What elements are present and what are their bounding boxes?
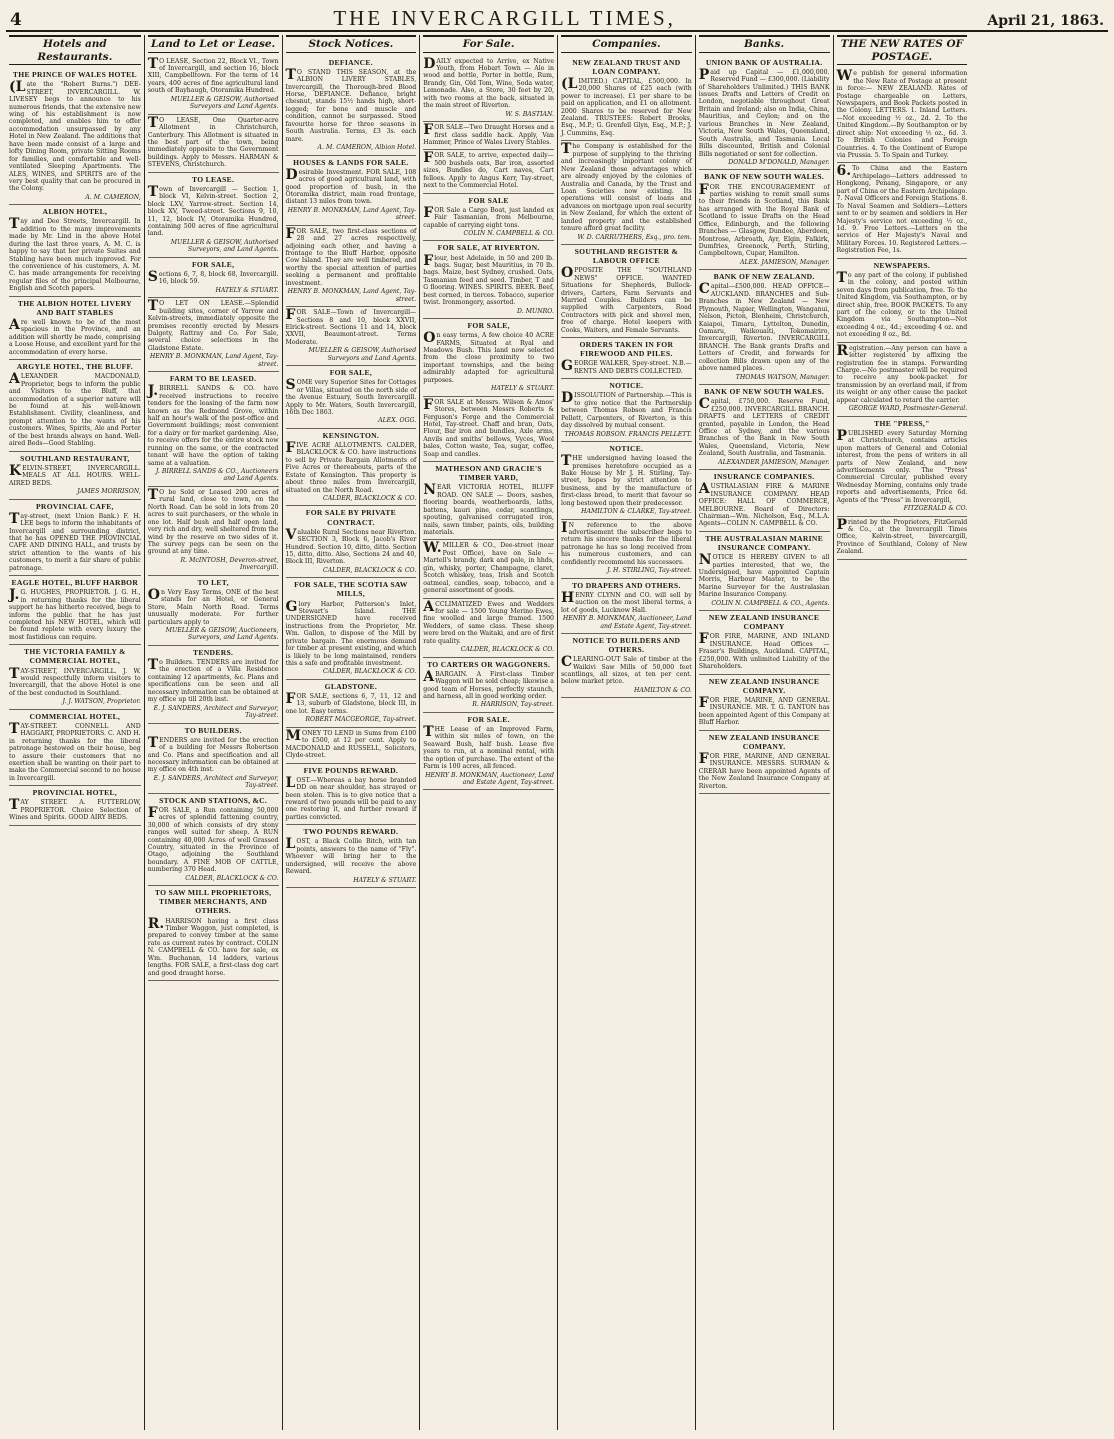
advertisement: [699, 731, 830, 794]
ad-heading: FOR SALE,: [329, 368, 373, 378]
ad-signature: MUELLER & GEISOW, Authorised Surveyors and Land Agents.: [170, 95, 279, 111]
ad-heading: SOUTHLAND RESTAURANT,: [20, 453, 130, 463]
ad-signature: E. J. SANDERS, Architect and Surveyor, Tay-street.: [153, 704, 279, 720]
ad-signature: J. J. WATSON, Proprietor.: [62, 698, 141, 706]
ad-body: TENDERS are invited for the erection of a building for Messrs Robertson and Co. Plans and specification and all necessary information can be obtained at my office on 4th inst.: [147, 734, 279, 774]
ad-body: FIVE ACRE ALLOTMENTS. CALDER, BLACKLOCK & CO. have instructions to sell by Private Bargain Allotments of Five Acres or thereabouts, parts of the Estate of Kensington. This property is about three miles from Invercargill, situated on the North Road.: [285, 439, 417, 494]
ad-body: FOR SALE, to arrive, expected daily—500 bushels oats, Bar iron, assorted sizes, Bundles do, Cart naves, Cart felloes. Apply to Angus Kerr, Tay-street, next to the Commercial Hotel.: [423, 150, 554, 190]
advertisement: [286, 825, 417, 888]
ad-body: FOR FIRE, MARINE, AND GENERAL INSURANCE. MR. T. G. TANTON has been appointed Agent of this Company at Bluff Harbor.: [698, 694, 830, 727]
advertisement: [286, 226, 417, 307]
ad-body: Registration.—Any person can have a letter registered by affixing the registration fee in stamps. Forwarding Charge.—No postmaster will be required to receive any book-packet for transmission by an overland mail, if from its weight or any other cause the packet appear calculated to retard the carrier.: [836, 342, 968, 404]
ad-body: We publish for general information the New Rate of Postage at present in force:— NEW ZEALAND. Rates of Postage chargeable on Letters, Newspapers, and Book Packets posted in the Colony. LETTERS. 1. Inland Letters.—Not exceeding ½ oz., 2d. 2. To the United Kingdom.—By Southampton or by direct ship: Not exceeding ½ oz., 6d. 3. To British Colonies and Foreign Countries. 4. To the Continent of Europe via Prussia. 5. To Spain and Turkey.: [836, 68, 968, 159]
advertisement: [423, 658, 554, 713]
advertisement: [148, 115, 279, 173]
ad-signature: HENRY B. MONKMAN, Land Agent, Tay-street.: [287, 206, 417, 222]
ad-heading: NOTICE.: [609, 381, 644, 391]
ad-signature: MUELLER & GEISOW, Auctioneers, Surveyors, and Land Agents.: [165, 627, 279, 642]
ad-heading: FOR SALE, AT RIVERTON.: [437, 243, 540, 253]
advertisement: [837, 517, 968, 560]
advertisement: [148, 487, 279, 576]
ad-signature: HENRY B. MONKMAN, Auctioneer, Land and Estate Agent, Tay-street.: [425, 771, 554, 787]
ad-body: To Builders. TENDERS are invited for the erection of a Villa Residence containing 12 apartments, &c. Plans and specifications can be seen and all necessary information can be obtained at my office up till 20th inst.: [147, 657, 279, 704]
ad-heading: NEW ZEALAND INSURANCE COMPANY.: [708, 676, 820, 695]
section-heading: For Sale.: [423, 35, 554, 53]
ad-body: TAY-STREET, INVERCARGILL. J. W. would respectfully inform visitors to Invercargill, that the above Hotel is one of the best conducted in Southland.: [9, 665, 141, 697]
ad-body: Paid up Capital — £1,000,000. Reserved Fund — £300,000. (Liability of Shareholders Unlimited.) THIS BANK issues Drafts and Letters of Credit on London, negotiable throughout Great Britain and Ireland; also on India, China, Mauritius, and Ceylon; and on the various Branches in New Zealand, Victoria, New South Wales, Queensland, South Australia, and Tasmania. Local Bills discounted, British and Colonial Bills negotiated or sent for collection.: [698, 66, 830, 158]
advertisement: [561, 634, 692, 698]
ad-body: MONEY TO LEND in Sums from £100 to £500, at 12 per cent. Apply to MACDONALD and RUSSELL, Solicitors, Clyde-street.: [285, 727, 417, 760]
ad-signature: J. BIRRELL SANDS & CO., Auctioneers and Land Agents.: [155, 468, 279, 483]
ad-body: AUSTRALASIAN FIRE & MARINE INSURANCE COMPANY. HEAD OFFICE: HALL OF COMMERCE, MELBOURNE. Board of Directors: Chairman—Wm. Nicholson, Esq., M.L.A. Agents—COLIN N. CAMPBELL & CO.: [698, 481, 830, 528]
advertisement: [9, 68, 141, 205]
ad-heading: FOR SALE: [468, 195, 509, 205]
advertisement: [286, 307, 417, 366]
ad-body: KELVIN-STREET, INVERCARGILL. MEALS AT ALL HOURS. WELL-AIRED BEDS.: [9, 462, 141, 487]
newspaper-title: THE INVERCARGILL TIMES,: [333, 6, 676, 30]
advertisement: [699, 675, 830, 731]
section-heading: Land to Let or Lease.: [148, 35, 279, 53]
advertisement: [9, 297, 141, 360]
ad-signature: THOMAS WATSON, Manager.: [735, 373, 830, 381]
ad-heading: BANK OF NEW ZEALAND.: [713, 272, 815, 282]
advertisement: [423, 462, 554, 540]
advertisement: [699, 170, 830, 270]
ad-heading: TO SAW MILL PROPRIETORS, TIMBER MERCHANTS, AND OTHERS.: [154, 888, 272, 916]
advertisement: [148, 298, 279, 372]
advertisement: [699, 611, 830, 674]
ad-heading: THE PRINCE OF WALES HOTEL: [12, 70, 137, 80]
advertisement: [9, 645, 141, 709]
ad-body: 6.To China and the Eastern Archipelago—Letters addressed to Hongkong, Penang, Singapore, or any part of China or the Eastern Archipelago. 7. Naval Officers and Foreign Stations. 8. To Naval Seamen and Soldiers—Letters sent to or by seamen and soldiers in Her Majesty's service not exceeding ½ oz., 1d. 9. Free Letters.—Letters on the service of Her Majesty's Naval and Military Forces. 10. Registered Letters.—Registration Fee, 1s.: [836, 163, 968, 255]
advertisement: [561, 442, 692, 520]
ad-heading: TO CARTERS OR WAGGONERS.: [427, 659, 551, 669]
advertisement: [837, 417, 968, 517]
advertisement: [286, 56, 417, 156]
ad-body: NOTICE IS HEREBY GIVEN to all parties interested, that we, the Undersigned, have appointed Captain Morris, Harbour Master, to be the Marine Surveyor for the Australasian Marine Insurance Company.: [698, 552, 830, 599]
ad-body: ALEXANDER MACDONALD, Proprietor, begs to inform the public and Visitors to the Bluff, that accommodation of a superior nature will be found at his well-known Establishment. Civility, cleanliness, and prompt attention to the wants of his customers. Wines, Spirits, Ale and Porter of the best brands always on hand. Well-aired Beds—Good Stabling.: [9, 371, 141, 448]
ad-body: To any part of the colony, if published in the colony, and posted within seven days from publication, free. To the United Kingdom, via Southampton, or by direct ship, free. BOOK PACKETS. To any part of the colony, or to the United Kingdom via Southampton—Not exceeding 4 oz., 4d.; exceeding 4 oz. and not exceeding 8 oz., 8d.: [836, 269, 968, 339]
advertisement: [423, 56, 554, 123]
ad-signature: HAMILTON & CO.: [634, 686, 692, 694]
advertisement: [286, 156, 417, 226]
ad-heading: BANK OF NEW SOUTH WALES.: [704, 172, 825, 182]
ad-heading: INSURANCE COMPANIES.: [713, 472, 815, 482]
ad-body: ACCLIMATIZED Ewes and Wedders for sale — 1500 Young Merino Ewes, fine woolled and large framed. 1500 Wedders, of same class. These sheep were bred on the Waitaki, and are of first rate quality.: [423, 598, 554, 645]
ad-heading: DEFIANCE.: [328, 57, 373, 67]
advertisement: [423, 319, 554, 397]
ad-signature: ALEX. JAMIESON, Manager.: [739, 258, 830, 266]
column-3: [282, 35, 420, 1430]
ad-signature: HENRY B. MONKMAN, Land Agent, Tay-street.: [287, 288, 417, 303]
advertisement: [9, 205, 141, 296]
ad-heading: TENDERS.: [193, 647, 234, 657]
advertisement: [286, 728, 417, 764]
ad-body: FOR FIRE, MARINE, AND INLAND INSURANCE. Head Offices — Fraser's Buildings, Auckland. CAPITAL, £250,000. With unlimited Liability of the Shareholders.: [698, 631, 830, 671]
ad-body: THE Lease of an Improved Farm, within six miles of town, on the Seaward Bush, half bush. Lease five years to run, at a nominal rental, with the option of purchase. The extent of the Farm is 100 acres, all fenced.: [423, 723, 554, 771]
advertisement: [837, 259, 968, 343]
ad-signature: HENRY B. MONKMAN, Auctioneer, Land and Estate Agent, Tay-street.: [562, 615, 692, 630]
ad-body: FOR SALE, two first-class sections of 28 and 27 acres respectively, adjoining each other, and having a frontage to the Bluff Harbor, opposite Cow Island. They are well timbered, and worthy the special attention of parties seeking a permanent and profitable investment.: [285, 225, 417, 287]
ad-heading: NOTICE TO BUILDERS AND OTHERS.: [572, 635, 681, 655]
advertisement: [148, 372, 279, 487]
column-6: [695, 35, 833, 1430]
ad-body: TAY-STREET. CONNELL AND HAGGART, PROPRIETORS. C. AND H. in returning thanks for the liberal patronage bestowed on their house, beg to assure their customers that no exertion shall be wanting on their part to make the Commercial second to no house in Invercargill.: [9, 720, 141, 782]
ad-signature: GEORGE WARD, Postmaster-General.: [848, 405, 968, 413]
ad-heading: COMMERCIAL HOTEL,: [29, 711, 121, 721]
advertisement: [423, 599, 554, 658]
ad-heading: FOR SALE BY PRIVATE CONTRACT.: [305, 508, 396, 527]
ad-body: TO STAND THIS SEASON, at the ALBION LIVERY STABLES, Invercargill, the Thorough-bred Blood Horse, DEFIANCE. Defiance, bright chesnut, stands 15½ hands high, short-legged; for bone and muscle and condition, cannot be surpassed. Stood favourite horse for three seasons in South Australia. Terms, £3 3s. each mare.: [285, 66, 417, 143]
advertisement: [9, 360, 141, 451]
ad-signature: CALDER, BLACKLOCK & CO.: [322, 566, 417, 574]
ad-body: R.HARRISON having a first class Timber Waggon, just completed, is prepared to convey timber at the same rate as current rates by contract. COLIN N. CAMPBELL & CO. have for sale, ex Wm. Buchanan, 14 ladders, various lengths. FOR SALE, a first-class dog cart and good draught horse.: [147, 915, 279, 977]
advertisement: [148, 56, 279, 115]
section-heading: Hotels and Restaurants.: [9, 35, 141, 65]
ad-signature: A. M. CAMERON, Albion Hotel.: [317, 144, 417, 152]
ad-body: FOR SALE, sections 6, 7, 11, 12 and 13, suburb of Gladstone, block III, in one lot. Easy terms.: [285, 691, 417, 715]
ad-signature: A. M. CAMERON,: [85, 193, 141, 201]
advertisement: [837, 343, 968, 417]
ad-body: SOME very Superior Sites for Cottages or Villas, situated on the north side of the Avenue Estuary, South Invercargill. Apply to Mr. Waters, South Invercargill, 16th Dec 1863.: [285, 377, 417, 416]
advertisement: [561, 338, 692, 379]
ad-body: Tay-street, (next Union Bank.) F. H. LEE begs to inform the inhabitants of Invercargill and surrounding district, that he has OPENED THE PROVINCIAL CAFE AND DINING HALL, and trusts by strict attention to the wants of his customers, to merit a fair share of public patronage.: [9, 510, 141, 572]
section-heading: THE NEW RATES OF POSTAGE.: [837, 35, 968, 65]
ad-signature: MUELLER & GEISOW, Authorised Surveyors and Land Agents.: [308, 347, 417, 362]
column-4: [419, 35, 557, 1430]
advertisement: [423, 150, 554, 193]
ad-signature: HATELY & STUART.: [353, 876, 417, 884]
ad-body: Valuable Rural Sections near Riverton. SECTION 3, Block 6, Jacob's River Hundred. Section 10, ditto, ditto. Section 15, ditto, ditto. Also, Sections 24 and 40, Block III, Riverton.: [285, 526, 417, 566]
advertisement: [286, 366, 417, 429]
column-2: [144, 35, 282, 1430]
advertisement: [837, 163, 968, 258]
issue-date: April 21, 1863.: [987, 13, 1104, 29]
ad-body: Capital—£500,000. HEAD OFFICE—AUCKLAND. BRANCHES and Sub-Branches in New Zealand — New Plymouth, Napier, Wellington, Wanganui, Nelson, Picton, Blenheim, Christchurch, Kaiapoi, Timaru, Lyttelton, Dunedin, Oamaru, Waikouaiti, Tokomairiro, Invercargill, Riverton. INVERCARGILL BRANCH. The Bank grants Drafts and Letters of Credit, and forwards for collection Bills drawn upon any of the above named places.: [698, 281, 830, 373]
ad-heading: PROVINCIAL CAFE,: [35, 501, 114, 511]
advertisement: [286, 506, 417, 578]
ad-heading: THE AUSTRALASIAN MARINE INSURANCE COMPANY.: [705, 533, 824, 552]
ad-body: LOST, a Black Collie Bitch, with tan points, answers to the name of "Fly". Whoever will bring her to the undersigned, will receive the above Reward.: [285, 836, 417, 876]
ad-signature: HATELY & STUART.: [491, 385, 554, 393]
ad-body: IN reference to the above advertisement the subscriber begs to return his sincere thanks for the liberal patronage he has so long received from his numerous customers, and can confidently recommend his successors.: [561, 519, 692, 566]
ad-signature: W. S. BASTIAN.: [505, 110, 554, 118]
advertisement: [148, 173, 279, 258]
advertisement: [423, 122, 554, 150]
advertisement: [148, 724, 279, 794]
advertisement: [423, 241, 554, 319]
ad-heading: ORDERS TAKEN IN FOR FIREWOOD AND PILES.: [579, 340, 674, 359]
ad-body: Tay and Dee Streets, Invercargill. In addition to the many improvements made by Mr. Lind in the above Hotel during the last three years, A. M. C. is happy to say that her private Suites and Stabling have been much improved. For the convenience of his customers, A. M. C. has made arrangements for receiving regular files of the principal Melbourne, English and Scotch papers.: [9, 216, 141, 293]
advertisement: [286, 764, 417, 826]
ad-heading: FIVE POUNDS REWARD.: [303, 765, 399, 775]
ad-signature: D. MUNRO.: [517, 307, 554, 315]
ad-signature: ROBERT MACGEORGE, Tay-street.: [305, 716, 417, 724]
section-heading: Companies.: [561, 35, 692, 53]
ad-body: GEORGE WALKER, Spey-street. N.B.—RENTS AND DEBTS COLLECTED.: [561, 358, 692, 375]
ad-heading: ALBION HOTEL,: [42, 207, 108, 217]
ad-signature: COLIN N. CAMPBELL & CO.: [463, 230, 554, 238]
column-container: [6, 35, 1108, 1430]
advertisement: [561, 245, 692, 338]
ad-body: Desirable Investment. FOR SALE, 108 acres of good agricultural land, with good proportion of bush, in the Otoramika district, main road frontage, distant 13 miles from town.: [285, 166, 417, 206]
ad-body: FOR SALE—Two Draught Horses and a first class saddle hack. Apply, Van Hammer, Prince of Wales Livery Stables.: [423, 122, 554, 146]
column-1: [6, 35, 144, 1430]
ad-heading: ARGYLE HOTEL, THE BLUFF.: [16, 362, 134, 372]
ad-body: ABARGAIN. A First-class Timber Waggon will be sold cheap; likewise a good team of Horses, perfectly staunch, and harness, all in good working order.: [423, 668, 554, 700]
ad-body: TO LET ON LEASE.—Splendid building sites, corner of Yarrow and Kelvin-streets, immediately opposite the premises recently erected by Messrs Dalgety, Rattray and Co. For Sale, several choice selections in the Gladstone Estate.: [147, 298, 279, 352]
ad-body: On easy terms, A few choice 40 ACRE FARMS, Situated at Ryal and Meadows Bush. This land now selected from the close proximity to two important townships, and the being admirably adapted for agricultural purposes.: [423, 330, 554, 384]
advertisement: [148, 794, 279, 886]
ad-signature: E. J. SANDERS, Architect and Surveyor, Tay-street.: [153, 774, 279, 790]
ad-heading: EAGLE HOTEL, BLUFF HARBOR: [11, 578, 139, 588]
ad-heading: UNION BANK OF AUSTRALIA.: [705, 57, 823, 67]
ad-signature: HENRY B. MONKMAN, Land Agent, Tay-street.: [149, 353, 279, 368]
advertisement: [286, 429, 417, 507]
advertisement: [837, 68, 968, 163]
advertisement: [286, 680, 417, 728]
ad-signature: DONALD M'DONALD, Manager.: [728, 158, 830, 166]
ad-body: OPPOSITE THE "SOUTHLAND NEWS" OFFICE. WANTED Situations for Shepherds, Bullock-drivers, Carters, Farm Servants and Married Couples. Builders can be supplied with Carpenters, Road Contractors with pick and shovel men, free of charge. Hotel keepers with Cooks, Waiters, and Female Servants.: [561, 265, 692, 334]
ad-body: TAY STREET. A. FUTTERLOW, PROPRIETOR. Choice Selection of Wines and Spirits. GOOD AIRY BEDS.: [9, 797, 141, 822]
ad-body: (LIMITED.) CAPITAL, £500,000. In 20,000 Shares of £25 each (with power to increase). £1 per share to be paid on application, and £1 on allotment. 2000 Shares to be reserved for New Zealand. TRUSTEES: Robert Brooks, Esq., M.P.; G. Grenfell Glyn, Esq., M.P.; J. J. Cummins, Esq.: [561, 75, 692, 137]
advertisement: [699, 532, 830, 611]
ad-heading: THE ALBION HOTEL LIVERY AND BAIT STABLES: [17, 298, 132, 317]
ad-body: (Late the "Robert Burns.") DEE-STREET, INVERCARGILL. W. LIVESEY begs to announce to his numerous friends, that the extensive new wing of his establishment is now completed, and enables him to offer accommodation unsurpassed by any Hotel in New Zealand. The additions that have been made consist of a large and lofty Dining Room, private Sitting Rooms for families, and comfortable and well-ventilated Sleeping Apartments. The ALES, WINES, and SPIRITS are of the very best quality that can be procured in the Colony.: [9, 79, 141, 193]
advertisement: [9, 576, 141, 645]
ad-signature: R. HARRISON, Tay-street.: [472, 701, 554, 709]
ad-body: FOR SALE—Town of Invercargill—Sections 8 and 10, block XXVII, Elrick-street. Sections 11 and 14, block XXVII, Beaumont-street. Terms Moderate.: [285, 307, 417, 346]
ad-heading: MATHESON AND GRACIE'S TIMBER YARD,: [435, 464, 542, 483]
advertisement: [699, 385, 830, 470]
ad-body: Capital, £750,000. Reserve Fund, £250,000. INVERCARGILL BRANCH. DRAFTS and LETTERS of CREDIT granted, payable in London, the Head Office at Sydney, and the various Branches of the Bank in New South Wales, Queensland, Victoria, New Zealand, South Australia, and Tasmania.: [698, 396, 830, 458]
ad-heading: FOR SALE, THE SCOTIA SAW MILLS,: [294, 580, 408, 599]
ad-heading: TO LEASE.: [192, 174, 235, 184]
ad-body: DAILY expected to Arrive, ex Native Youth, from Hobart Town — Ale in wood and bottle, Porter in bottle, Rum, Brandy, Gin, Old Tom, Wine, Soda water, Lemonade. Also, a Store, 30 feet by 20, with two rooms at the back, situated in the main street of Riverton.: [423, 55, 554, 110]
ad-body: Printed by the Proprietors, FitzGerald & Co., at the Invercargill Times Office, Kelvin-street, Invercargill, Province of Southland, Colony of New Zealand.: [836, 516, 968, 556]
ad-body: TO LEASE, Section 22, Block VI., Town of Invercargill, and section 16, block XIII, Campbelltown. For the term of 14 years, 400 acres of fine agricultural land south of Bayhaugh, Otoramika Hundred.: [147, 55, 279, 95]
ad-body: Town of Invercargill — Section 1, block VI, Kelvin-street. Section 2, block LXV, Yarrow-street. Section 14, block XV, Tweed-street. Sections 9, 10, 11, 12, block IV, Otoramika Hundred, containing 500 acres of fine agricultural land.: [147, 183, 279, 238]
ad-body: FOR SALE at Messrs. Wilson & Amos' Stores, between Messrs Roberts & Ferguson's Forge and the Commercial Hotel, Tay-street. Chaff and bran, Oats, Flour, Bar iron and bundles, Axle arms, Anvils and smiths' bellows, Vyces, Wool bales, Cotton waste, Tea, sugar, coffee, Soap and candles.: [423, 396, 554, 458]
ad-heading: STOCK AND STATIONS, &C.: [159, 795, 268, 805]
ad-body: The Company is established for the purpose of supplying to the thriving and increasingly important colony of New Zealand those advantages which are already enjoyed by the colonies of Australia and Canada, by the Trust and Loan Societies now existing. Its operations will consist of loans and advances on mortgage upon real security in New Zealand, for which the extent of landed property and the established tenure afford great facility.: [561, 141, 692, 233]
ad-body: FOR Sale a Cargo Boat, just landed ex Fair Tasmanian, from Melbourne, capable of carrying eight tons.: [423, 204, 554, 229]
ad-body: DISSOLUTION of Partnership.—This is to give notice that the Partnership between Thomas Robson and Francis Pellett, Carpenters, of Riverton, is this day dissolved by mutual consent.: [561, 390, 692, 430]
ad-body: THE undersigned having leased the premises heretofore occupied as a Bake House by Mr J. H. Stirling, Tay-street, hopes by strict attention to business, and by the manufacture of first-class bread, to merit that favour so long bestowed upon their predecessor.: [561, 453, 692, 507]
ad-signature: W. D. CARRUTHERS, Esq., pro. tem.: [577, 233, 692, 241]
ad-body: PUBLISHED every Saturday Morning at Christchurch, contains articles upon matters of General and Colonial interest, from the pens of writers in all parts of New Zealand, and new advertisements only. The "Press" Commercial Circular, published every Wednesday Morning, contains only trade reports and advertisements, Price 6d. Agents of the "Press" in Invercargill,: [836, 427, 968, 504]
advertisement: [561, 520, 692, 579]
advertisement: [561, 579, 692, 634]
ad-heading: KENSINGTON.: [322, 430, 380, 440]
ad-body: FOR SALE, a Run containing 50,000 acres of splendid fattening country, 30,000 of which consists of dry stony ranges well suited for sheep. A RUN containing 40,000 Acres of well Grassed Country, situated in the Province of Otago, adjoining the Southland boundary. A FINE MOB OF CATTLE, numbering 370 Head.: [147, 804, 279, 874]
ad-signature: CALDER, BLACKLOCK & CO.: [460, 646, 554, 654]
ad-body: Flour, best Adelaide, in 50 and 200 lb. bags. Sugar, best Mauritius, in 70 lb. bags. Maize, best Sydney, crushed. Oats, Tasmanian feed and seed. Timber, T and G flooring. WINES. SPIRITS. BEER. Beef, best corned, in tierces. Tobacco, superior twist. Ironmongery, assorted.: [423, 252, 554, 307]
ad-heading: NEW ZEALAND INSURANCE COMPANY.: [708, 732, 820, 751]
advertisement: [148, 258, 279, 298]
ad-body: LOST.—Whereas a bay horse branded DD on near shoulder, has strayed or been stolen. This is to give notice that a reward of two pounds will be paid to any one restoring it, and further reward if parties convicted.: [285, 774, 417, 821]
advertisement: [286, 578, 417, 680]
ad-signature: THOMAS ROBSON. FRANCIS PELLETT.: [564, 430, 692, 438]
ad-signature: R. McINTOSH, Deveron-street, Invercargill.: [180, 556, 279, 572]
column-5: [557, 35, 695, 1430]
ad-signature: ALEXANDER JAMIESON, Manager.: [718, 458, 830, 466]
advertisement: [9, 500, 141, 577]
ad-body: J.BIRRELL SANDS & CO. have received instructions to receive tenders for the leasing of the farm now known as the Redmond Grove, within half an hour's walk of the post-office and Government buildings; most convenient for a dairy or for market gardening. Also, to receive offers for the entire stock now running on the same, or the contracted tenant will have the option of taking same at a valuation.: [147, 383, 279, 467]
advertisement: [9, 786, 141, 825]
ad-heading: BANK OF NEW SOUTH WALES.: [704, 387, 825, 397]
page-number: 4: [10, 10, 22, 30]
section-heading: Banks.: [699, 35, 830, 53]
ad-body: HENRY CLYNN and CO. will sell by auction on the most liberal terms, a lot of goods, Lucknow Hall.: [561, 589, 692, 614]
advertisement: [423, 713, 554, 791]
ad-heading: THE VICTORIA FAMILY & COMMERCIAL HOTEL,: [24, 647, 126, 666]
ad-body: W.MILLER & CO., Dee-street (near Post Office), have on Sale — Martell's brandy, dark and pale, in hhds, gin, whisky, porter, Champagne, claret, Scotch whiskey, teas, Irish and Scotch oatmeal, candles, soap, tobacco, and a general assortment of goods.: [423, 540, 554, 595]
ad-heading: TO DRAPERS AND OTHERS.: [572, 580, 681, 590]
advertisement: [699, 270, 830, 385]
advertisement: [9, 452, 141, 500]
column-7: [833, 35, 971, 1430]
advertisement: [561, 379, 692, 442]
ad-heading: FARM TO BE LEASED.: [169, 374, 257, 384]
ad-body: TO be Sold or Leased 200 acres of rural land, close to town, on the North Road. Can be sold in lots from 20 acres to suit purchasers, or the whole in one lot. Half bush and half open land, very rich and dry, well sheltered from the wind by the reserve on two sides of it. The survey pegs can be seen on the ground at any time.: [147, 486, 279, 556]
ad-body: NEAR VICTORIA HOTEL, BLUFF ROAD. ON SALE — Doors, sashes, flooring boards, weatherboards, laths, battens, kauri pine, cedar, scantlings, spouting, galvanised corrugated iron, nails, sawn timber, paints, oils, building materials.: [423, 482, 554, 537]
ad-heading: PROVINCIAL HOTEL,: [32, 788, 118, 798]
masthead: [6, 6, 1108, 32]
advertisement: [699, 56, 830, 171]
ad-heading: TWO POUNDS REWARD.: [303, 827, 399, 837]
ad-heading: FOR SALE,: [191, 259, 235, 269]
advertisement: [423, 194, 554, 242]
advertisement: [423, 397, 554, 463]
ad-heading: FOR SALE.: [467, 714, 510, 724]
section-heading: Stock Notices.: [286, 35, 417, 53]
ad-heading: FOR SALE,: [467, 321, 510, 331]
ad-signature: JAMES MORRISON,: [77, 488, 141, 496]
ad-signature: CALDER, BLACKLOCK & CO.: [322, 668, 417, 676]
ad-heading: TO BUILDERS.: [184, 725, 242, 735]
ad-signature: MUELLER & GEISOW, Authorised Surveyors, and Land Agents.: [170, 238, 279, 254]
ad-signature: HATELY & STUART.: [215, 286, 279, 294]
ad-heading: NEW ZEALAND INSURANCE COMPANY: [708, 613, 820, 632]
ad-body: On Very Easy Terms, ONE of the best stands for an Hotel, or General Store, Main North Road. Terms unusually moderate. For further particulars apply to: [147, 586, 279, 626]
advertisement: [699, 470, 830, 532]
ad-signature: CALDER, BLACKLOCK & CO.: [322, 495, 417, 503]
ad-signature: HAMILTON & CLARKE, Tay-street.: [581, 508, 692, 516]
advertisement: [561, 141, 692, 245]
ad-heading: SOUTHLAND REGISTER & LABOUR OFFICE: [574, 247, 679, 266]
ad-body: TO LEASE, One Quarter-acre Allotment in Christchurch, Canterbury. This Allotment is situated in the best part of the town, being immediately opposite to the Government buildings. Apply to Messrs. HARMAN & STEVENS, Christchurch.: [147, 114, 279, 169]
ad-heading: GLADSTONE.: [324, 681, 378, 691]
ad-body: FOR THE ENCOURAGEMENT of parties wishing to remit small sums to their friends in Scotland, this Bank has arranged with the Royal Bank of Scotland to issue Drafts on the Head Office, Edinburgh, and the following Branches — Glasgow, Dundee, Aberdeen, Montrose, Arbroath, Ayr, Elgin, Falkirk, Dumfries, Greenock, Perth, Stirling, Campbeltown, Cupar, Hamilton.: [698, 181, 830, 258]
advertisement: [148, 646, 279, 724]
ad-signature: ALEX. OGG.: [378, 417, 417, 425]
ad-body: CLEARING-OUT Sale of timber at the Waikivi Saw Mills of 50,000 feet scantlings, all sizes, at ten per cent. below market price.: [561, 654, 692, 686]
advertisement: [9, 710, 141, 787]
ad-heading: TO LET,: [197, 577, 229, 587]
ad-signature: COLIN N. CAMPBELL & CO., Agents.: [711, 599, 830, 607]
advertisement: [148, 886, 279, 981]
ad-heading: NOTICE.: [609, 443, 644, 453]
ad-body: Sections 6, 7, 8, block 68, Invercargill. 16, block 59.: [147, 268, 279, 286]
ad-heading: NEWSPAPERS.: [873, 260, 931, 270]
ad-signature: CALDER, BLACKLOCK & CO.: [185, 874, 279, 882]
ad-body: Glory Harbor, Patterson's Inlet, Stewart's Island. THE UNDERSIGNED have received instructions from the Proprietor, Mr. Wm. Gallon, to dispose of the Mill by private bargain. The enormous demand for timber at present existing, and which is likely to be long maintained, renders this a safe and profitable investment.: [285, 598, 417, 668]
ad-body: J.G. HUGHES, PROPRIETOR. J. G. H., in returning thanks for the liberal support he has hitherto received, begs to inform the public that he has just completed his NEW HOTEL, which will be found replete with every luxury the most fastidious can require.: [9, 587, 141, 641]
ad-body: Are well known to be of the most spacious in the Province, and an addition will shortly be made, comprising a Loose House, and excellent yard for the accommodation of every horse.: [9, 317, 141, 356]
ad-heading: HOUSES & LANDS FOR SALE.: [293, 157, 409, 167]
ad-signature: J. H. STIRLING, Tay-street.: [607, 567, 692, 575]
ad-body: FOR FIRE, MARINE, AND GENERAL INSURANCE. MESSRS. SURMAN & CRERAR have been appointed Agents of the New Zealand Insurance Company at Riverton.: [698, 750, 830, 790]
advertisement: [148, 576, 279, 646]
advertisement: [423, 540, 554, 598]
advertisement: [561, 56, 692, 142]
ad-signature: FITZGERALD & CO.: [903, 505, 968, 513]
ad-heading: THE "PRESS,": [874, 418, 930, 428]
ad-heading: NEW ZEALAND TRUST AND LOAN COMPANY.: [572, 57, 681, 76]
